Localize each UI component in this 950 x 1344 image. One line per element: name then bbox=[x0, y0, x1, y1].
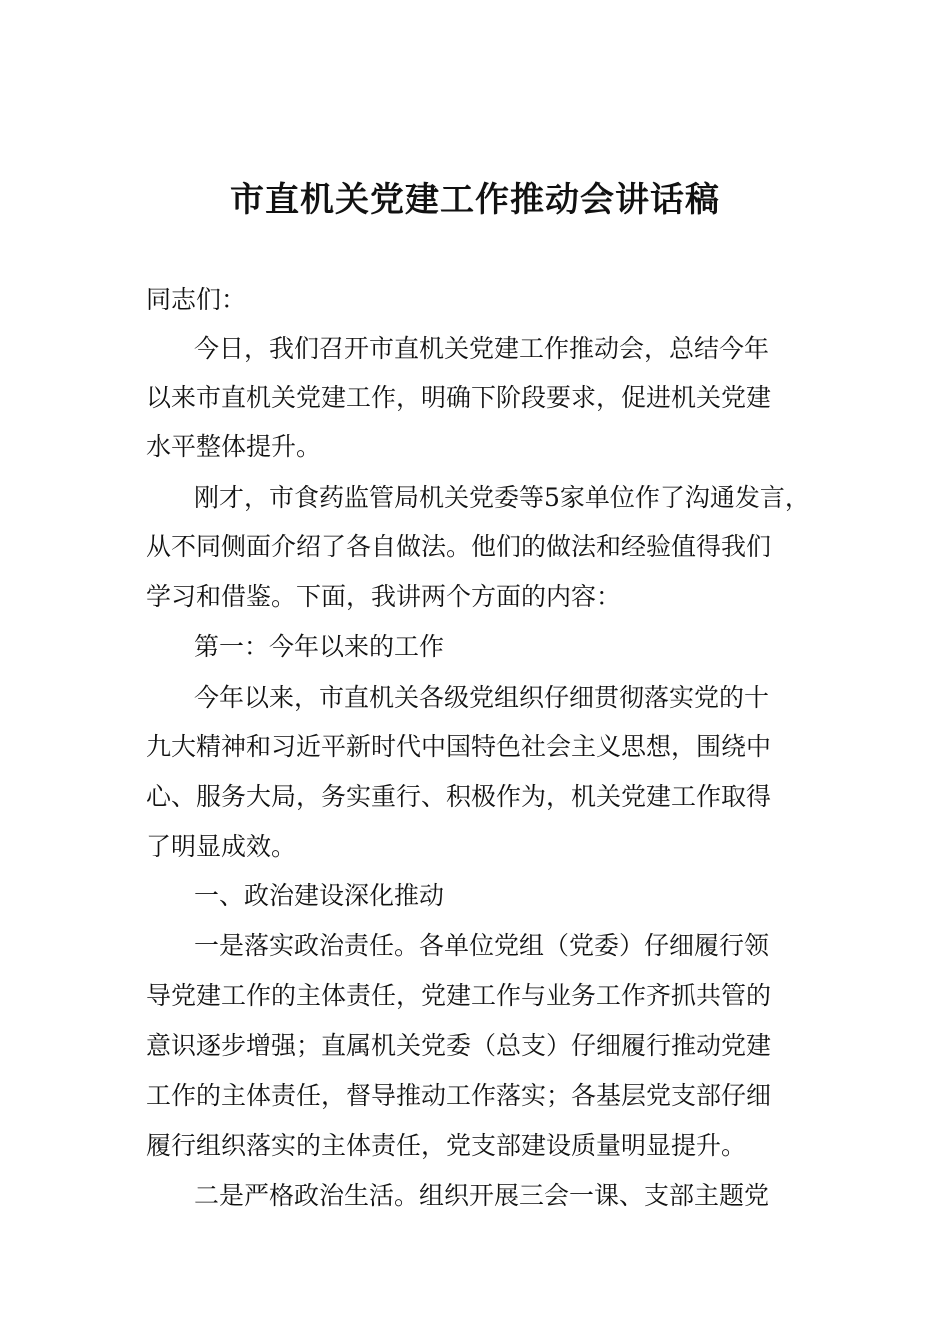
body-line: 以来市直机关党建工作，明确下阶段要求，促进机关党建 bbox=[146, 383, 772, 412]
body-line: 履行组织落实的主体责任，党支部建设质量明显提升。 bbox=[146, 1131, 747, 1160]
body-line: 心、服务大局，务实重行、积极作为，机关党建工作取得 bbox=[146, 782, 772, 811]
body-line: 二是严格政治生活。组织开展三会一课、支部主题党 bbox=[194, 1181, 770, 1210]
body-line: 工作的主体责任，督导推动工作落实；各基层党支部仔细 bbox=[146, 1081, 772, 1110]
body-line: 导党建工作的主体责任，党建工作与业务工作齐抓共管的 bbox=[146, 981, 772, 1010]
body-line: 九大精神和习近平新时代中国特色社会主义思想，围绕中 bbox=[146, 732, 772, 761]
body-line: 从不同侧面介绍了各自做法。他们的做法和经验值得我们 bbox=[146, 532, 772, 561]
body-line: 一是落实政治责任。各单位党组（党委）仔细履行领 bbox=[194, 931, 770, 960]
body-line: 意识逐步增强；直属机关党委（总支）仔细履行推动党建 bbox=[146, 1031, 772, 1060]
document-title: 市直机关党建工作推动会讲话稿 bbox=[230, 180, 720, 220]
body-line: 今日，我们召开市直机关党建工作推动会，总结今年 bbox=[194, 334, 770, 363]
body-line: 学习和借鉴。下面，我讲两个方面的内容： bbox=[146, 582, 622, 611]
salutation-line: 同志们： bbox=[146, 285, 247, 314]
subsection-heading: 一、政治建设深化推动 bbox=[194, 881, 445, 910]
body-line: 了明显成效。 bbox=[146, 832, 297, 861]
body-line: 水平整体提升。 bbox=[146, 432, 322, 461]
body-line: 刚才，市食药监管局机关党委等5家单位作了沟通发言， bbox=[194, 483, 810, 512]
section-heading: 第一：今年以来的工作 bbox=[194, 632, 445, 661]
body-line: 今年以来，市直机关各级党组织仔细贯彻落实党的十 bbox=[194, 683, 770, 712]
